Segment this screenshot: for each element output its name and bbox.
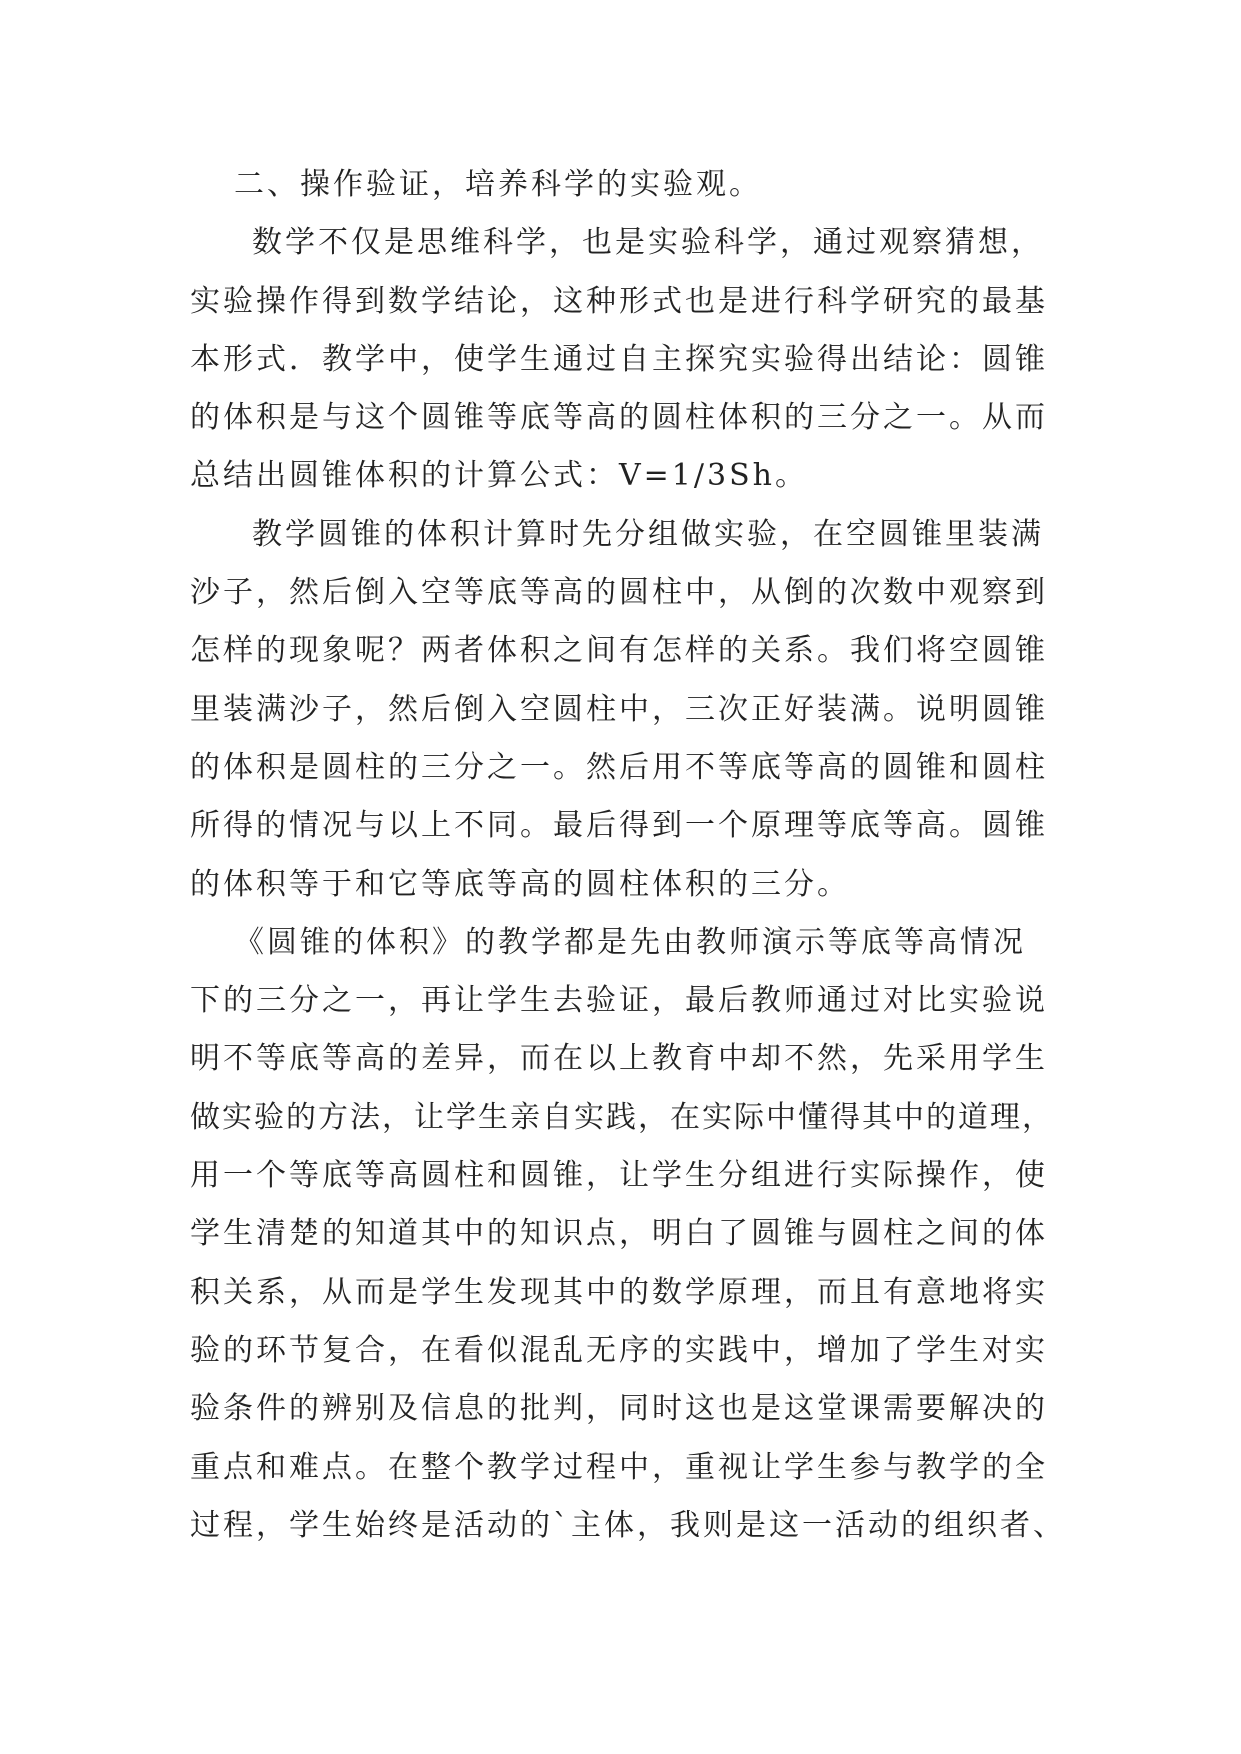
section-heading bbox=[190, 156, 1090, 214]
text-line: 做实验的方法，让学生亲自实践，在实际中懂得其中的道理， bbox=[190, 1099, 1054, 1135]
text-line: 的体积是与这个圆锥等底等高的圆柱体积的三分之一。从而 bbox=[190, 400, 1048, 436]
text-line: 的体积等于和它等底等高的圆柱体积的三分。 bbox=[190, 866, 850, 902]
text-line: 总结出圆锥体积的计算公式：V=1/3Sh。 bbox=[190, 458, 808, 494]
text-line: 所得的情况与以上不同。最后得到一个原理等底等高。圆锥 bbox=[190, 808, 1048, 844]
text-line: 验条件的辨别及信息的批判，同时这也是这堂课需要解决的 bbox=[190, 1391, 1048, 1427]
paragraph-1 bbox=[190, 214, 1090, 505]
text-line: 积关系，从而是学生发现其中的数学原理，而且有意地将实 bbox=[190, 1274, 1048, 1310]
text-line: 实验操作得到数学结论，这种形式也是进行科学研究的最基 bbox=[190, 283, 1048, 319]
text-line: 学生清楚的知道其中的知识点，明白了圆锥与圆柱之间的体 bbox=[190, 1216, 1048, 1252]
text-line: 重点和难点。在整个教学过程中，重视让学生参与教学的全 bbox=[190, 1449, 1048, 1485]
text-line: 数学不仅是思维科学，也是实验科学，通过观察猜想， bbox=[252, 225, 1044, 261]
text-line: 教学圆锥的体积计算时先分组做实验，在空圆锥里装满 bbox=[252, 516, 1044, 552]
text-line: 验的环节复合，在看似混乱无序的实践中，增加了学生对实 bbox=[190, 1332, 1048, 1368]
paragraph-3 bbox=[190, 914, 1090, 1555]
paragraph-2 bbox=[190, 506, 1090, 914]
text-line: 的体积是圆柱的三分之一。然后用不等底等高的圆锥和圆柱 bbox=[190, 749, 1048, 785]
text-line: 里装满沙子，然后倒入空圆柱中，三次正好装满。说明圆锥 bbox=[190, 691, 1048, 727]
text-line: 明不等底等高的差异，而在以上教育中却不然，先采用学生 bbox=[190, 1041, 1048, 1077]
text-line: 下的三分之一，再让学生去验证，最后教师通过对比实验说 bbox=[190, 983, 1048, 1019]
text-line: 沙子，然后倒入空等底等高的圆柱中，从倒的次数中观察到 bbox=[190, 575, 1048, 611]
text-line: 本形式．教学中，使学生通过自主探究实验得出结论：圆锥 bbox=[190, 341, 1048, 377]
text-line: 用一个等底等高圆柱和圆锥，让学生分组进行实际操作，使 bbox=[190, 1158, 1048, 1194]
text-line: 过程，学生始终是活动的`主体，我则是这一活动的组织者、 bbox=[190, 1507, 1066, 1543]
heading-line: 二、操作验证，培养科学的实验观。 bbox=[234, 167, 762, 202]
text-line: 怎样的现象呢？两者体积之间有怎样的关系。我们将空圆锥 bbox=[190, 633, 1048, 669]
text-line: 《圆锥的体积》的教学都是先由教师演示等底等高情况 bbox=[234, 924, 1026, 960]
document-body bbox=[190, 156, 1090, 1555]
